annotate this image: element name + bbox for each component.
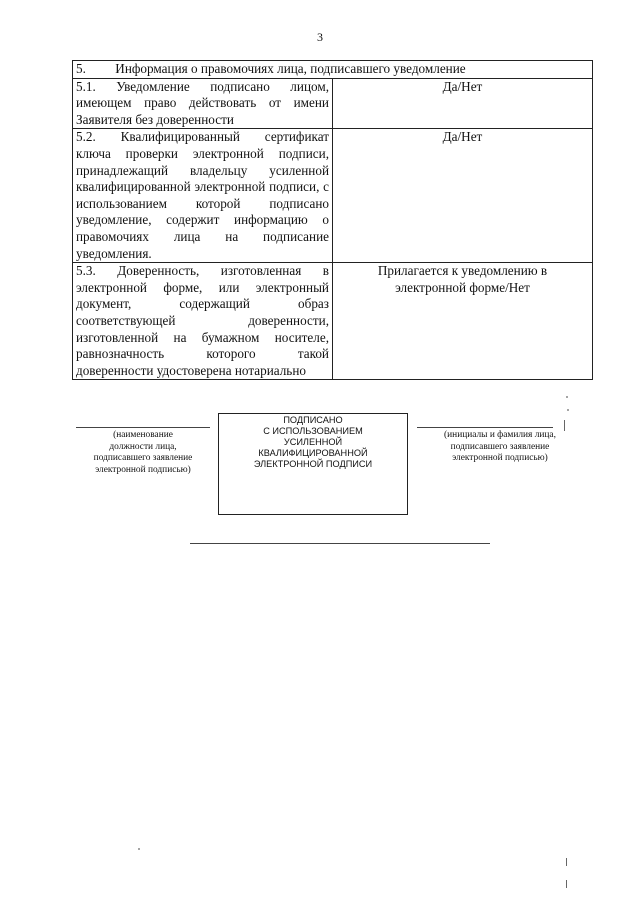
row-description <box>73 263 333 380</box>
stamp-line: ЭЛЕКТРОННОЙ ПОДПИСИ <box>253 459 373 469</box>
text-line: уведомления. <box>76 245 152 261</box>
text-line: 5.1. Уведомление подписано лицом, <box>76 78 329 94</box>
value-line: Да/Нет <box>442 129 483 145</box>
text-line: 5.2. Квалифицированный сертификат <box>76 129 329 145</box>
text-line: использованием которой подписано <box>76 195 329 211</box>
caption-line: (инициалы и фамилия лица, <box>444 430 556 440</box>
position-caption <box>70 430 216 476</box>
text-line: изготовленной на бумажном носителе, <box>76 329 329 345</box>
caption-line: (наименование <box>113 430 173 440</box>
text-line: доверенности удостоверена нотариально <box>76 362 306 378</box>
text-line: имеющем право действовать от имени <box>76 95 329 111</box>
stamp-line: С ИСПОЛЬЗОВАНИЕМ <box>263 426 363 436</box>
page-number: 3 <box>317 30 323 44</box>
text-line: соответствующей доверенности, <box>76 312 329 328</box>
stamp-line: УСИЛЕННОЙ <box>283 437 343 447</box>
text-line: электронной форме, или электронный <box>76 279 329 295</box>
name-signature-line <box>417 427 553 428</box>
text-line: принадлежащий владельцу усиленной <box>76 162 329 178</box>
row-value <box>333 78 593 129</box>
position-signature-line <box>76 427 210 428</box>
section-header <box>73 61 593 79</box>
scan-mark <box>567 409 569 411</box>
scan-mark <box>566 858 567 866</box>
value-line: Да/Нет <box>442 78 483 94</box>
text-line: правомочиях лица на подписание <box>76 228 329 244</box>
text-line: уведомление, содержит информацию о <box>76 212 329 228</box>
row-description <box>73 78 333 129</box>
scan-mark <box>566 396 568 398</box>
stamp-line: ПОДПИСАНО <box>283 415 343 425</box>
value-line: электронной форме/Нет <box>395 279 530 295</box>
text-line: 5.3. Доверенность, изготовленная в <box>76 263 329 279</box>
caption-line: электронной подписью) <box>95 464 191 475</box>
row-description <box>73 129 333 263</box>
row-value <box>333 129 593 263</box>
caption-line: должности лица, <box>109 441 177 452</box>
scan-mark <box>138 848 140 850</box>
value-line: Прилагается к уведомлению в <box>377 263 548 279</box>
caption-line: электронной подписью) <box>452 453 548 464</box>
table-row <box>73 78 593 129</box>
text-line: Заявителя без доверенности <box>76 111 234 127</box>
text-line: квалифицированной электронной подписи, с <box>76 179 329 195</box>
text-line: равнозначность которого такой <box>76 346 329 362</box>
table-row <box>73 263 593 380</box>
scan-mark <box>566 880 567 888</box>
row-value <box>333 263 593 380</box>
section-title: Информация о правомочиях лица, подписавшего уведомление <box>115 61 466 76</box>
name-caption <box>420 430 580 465</box>
stamp-line: КВАЛИФИЦИРОВАННОЙ <box>258 448 368 458</box>
electronic-signature-stamp <box>218 413 408 515</box>
text-line: ключа проверки электронной подписи, <box>76 145 329 161</box>
authority-info-table <box>72 60 593 380</box>
caption-line: подписавшего заявление <box>93 453 193 464</box>
table-row <box>73 129 593 263</box>
section-header-row <box>73 61 593 79</box>
text-line: документ, содержащий образ <box>76 296 329 312</box>
caption-line: подписавшего заявление <box>450 441 550 452</box>
section-number: 5. <box>76 61 86 76</box>
separator-line <box>190 543 490 544</box>
